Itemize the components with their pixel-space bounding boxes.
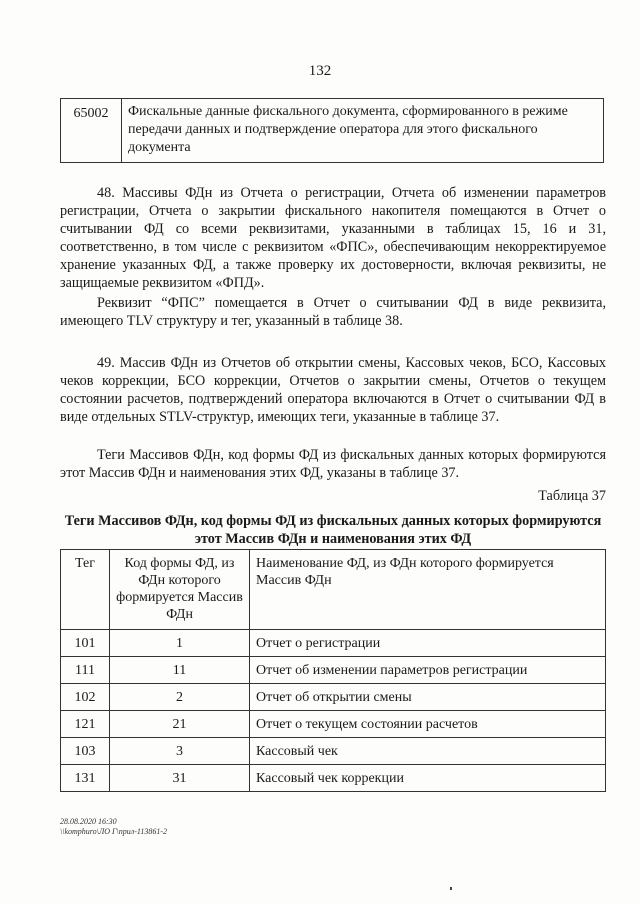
paragraph-48-continued: Реквизит “ФПС” помещается в Отчет о считывании ФД в виде реквизита, имеющего TLV структуру и тег, указанный в таблице 38. [60,295,606,329]
cell-form-code: 1 [110,630,250,657]
cell-document-name: Отчет об изменении параметров регистрации [250,657,606,684]
cell-tag: 103 [61,738,110,765]
cell-document-name: Отчет об открытии смены [250,684,606,711]
paragraph-49-continued: Теги Массивов ФДн, код формы ФД из фискальных данных которых формируются этот Массив ФДн и наименования этих ФД, указаны в таблице 37. [60,447,606,481]
footer-file-path: \\komphuro\ЛО Г\прил-113861-2 [60,827,168,836]
cell-form-code: 2 [110,684,250,711]
header-form-code: Код формы ФД, из ФДн которого формируется Массив ФДн [110,550,250,630]
cell-tag: 102 [61,684,110,711]
cell-tag: 121 [61,711,110,738]
paragraph-48: 48. Массивы ФДн из Отчета о регистрации, Отчета об изменении параметров регистрации, Отчета о закрытии фискального накопителя помещаются в Отчет о считывании ФД со всеми реквизитами, указанными в таблицах 15, 16 и 31, соответственно, в том числе с реквизитом «ФПС», обеспечивающим некорректируемое хранение указанных ФД, а также проверку их достоверности, включая реквизиты, не защищаемые реквизитом «ФПД». [60,185,606,291]
tag-description-cell: Фискальные данные фискального документа, сформированного в режиме передачи данных и подтверждение оператора для этого фискального документа [122,99,604,163]
table-row [61,630,606,657]
tag-code-cell: 65002 [61,99,122,163]
table-row [61,711,606,738]
table-row [61,657,606,684]
table-row [61,99,604,163]
header-tag: Тег [61,550,110,630]
footer-timestamp: 28.08.2020 16:30 [60,817,117,826]
header-document-name: Наименование ФД, из ФДн которого формируется Массив ФДн [250,550,606,630]
table-title: Теги Массивов ФДн, код формы ФД из фискальных данных которых формируются этот Массив ФДн и наименования этих ФД [64,513,602,547]
cell-document-name: Отчет о текущем состоянии расчетов [250,711,606,738]
cell-document-name: Кассовый чек [250,738,606,765]
page-number: 132 [308,63,332,79]
cell-tag: 111 [61,657,110,684]
previous-table-continuation [60,98,604,163]
cell-tag: 101 [61,630,110,657]
table-number-label: Таблица 37 [538,488,606,504]
table-row [61,765,606,792]
scan-speck [450,887,452,890]
table-header-row [61,550,606,630]
cell-document-name: Отчет о регистрации [250,630,606,657]
cell-tag: 131 [61,765,110,792]
cell-form-code: 11 [110,657,250,684]
table-row [61,738,606,765]
cell-form-code: 21 [110,711,250,738]
cell-form-code: 3 [110,738,250,765]
document-footer [60,817,167,837]
table-row [61,684,606,711]
table-37 [60,549,606,792]
cell-form-code: 31 [110,765,250,792]
cell-document-name: Кассовый чек коррекции [250,765,606,792]
paragraph-49: 49. Массив ФДн из Отчетов об открытии смены, Кассовых чеков, БСО, Кассовых чеков коррекции, БСО коррекции, Отчетов о закрытии смены, Отчетов о текущем состоянии расчетов, подтверждений оператора включаются в Отчет о считывании ФД в виде отдельных STLV-структур, имеющих теги, указанные в таблице 37. [60,355,606,425]
